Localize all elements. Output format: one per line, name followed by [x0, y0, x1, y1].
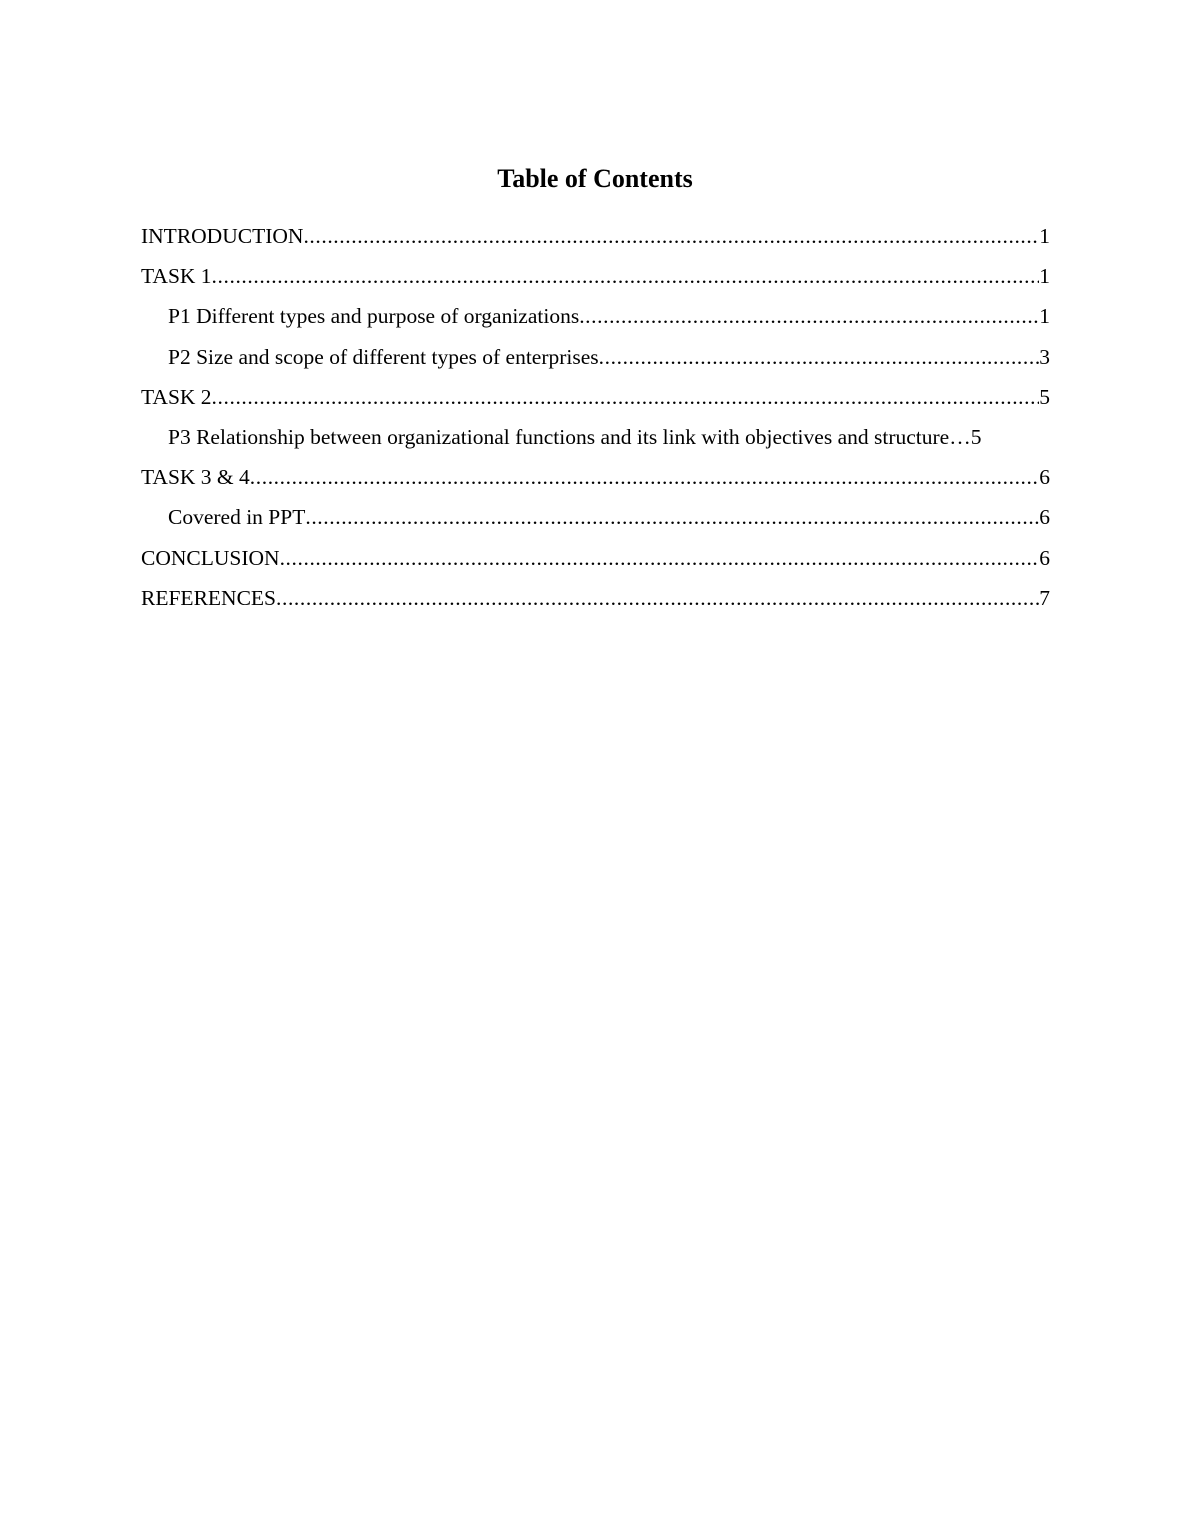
toc-entry-label: TASK 3 & 4 [141, 465, 250, 490]
toc-page-number: 1 [1039, 224, 1050, 248]
toc-page-number: 6 [1039, 545, 1050, 570]
toc-page-number: 5 [970, 424, 982, 449]
toc-dot-leader [280, 543, 1040, 573]
toc-entry-task-2[interactable] [141, 382, 1050, 422]
toc-dot-leader [212, 261, 1040, 291]
toc-entry-task-3-4[interactable] [141, 462, 1050, 502]
toc-dot-leader [305, 502, 1039, 532]
toc-entry-label: INTRODUCTION [141, 224, 304, 248]
toc-ellipsis-leader: … [949, 424, 971, 449]
toc-entry-label: P1 Different types and purpose of organizations [168, 304, 580, 329]
toc-dot-leader [212, 382, 1040, 412]
toc-entry-task-1[interactable] [141, 261, 1050, 301]
toc-entry-label: Covered in PPT [168, 505, 306, 530]
toc-dot-leader [599, 342, 1040, 372]
toc-page-number: 3 [1039, 344, 1050, 369]
toc-page-number: 1 [1039, 304, 1050, 329]
toc-entry-p1[interactable] [141, 301, 1050, 341]
toc-page-number: 1 [1039, 264, 1050, 289]
table-of-contents [141, 221, 1050, 623]
toc-entry-label: TASK 1 [141, 264, 212, 289]
toc-page-number: 7 [1039, 585, 1050, 610]
toc-title: Table of Contents [497, 164, 693, 193]
toc-entry-p3[interactable] [141, 422, 1050, 462]
toc-entry-label: CONCLUSION [141, 545, 280, 570]
toc-dot-leader [276, 583, 1039, 613]
toc-entry-label: P3 Relationship between organizational functions and its link with objectives and structure [168, 424, 950, 449]
toc-page-number: 6 [1039, 465, 1050, 490]
toc-page-number: 6 [1039, 505, 1050, 530]
toc-dot-leader [579, 301, 1039, 331]
toc-entry-p2[interactable] [141, 342, 1050, 382]
toc-entry-label: TASK 2 [141, 384, 212, 409]
toc-page-number: 5 [1039, 384, 1050, 409]
toc-entry-label: REFERENCES [141, 585, 276, 610]
toc-entry-label: P2 Size and scope of different types of enterprises [168, 344, 599, 369]
toc-entry-introduction[interactable] [141, 221, 1050, 261]
toc-entry-covered-in-ppt[interactable] [141, 502, 1050, 542]
toc-entry-conclusion[interactable] [141, 543, 1050, 583]
toc-dot-leader [303, 221, 1039, 251]
toc-entry-references[interactable] [141, 583, 1050, 623]
toc-dot-leader [250, 462, 1039, 492]
